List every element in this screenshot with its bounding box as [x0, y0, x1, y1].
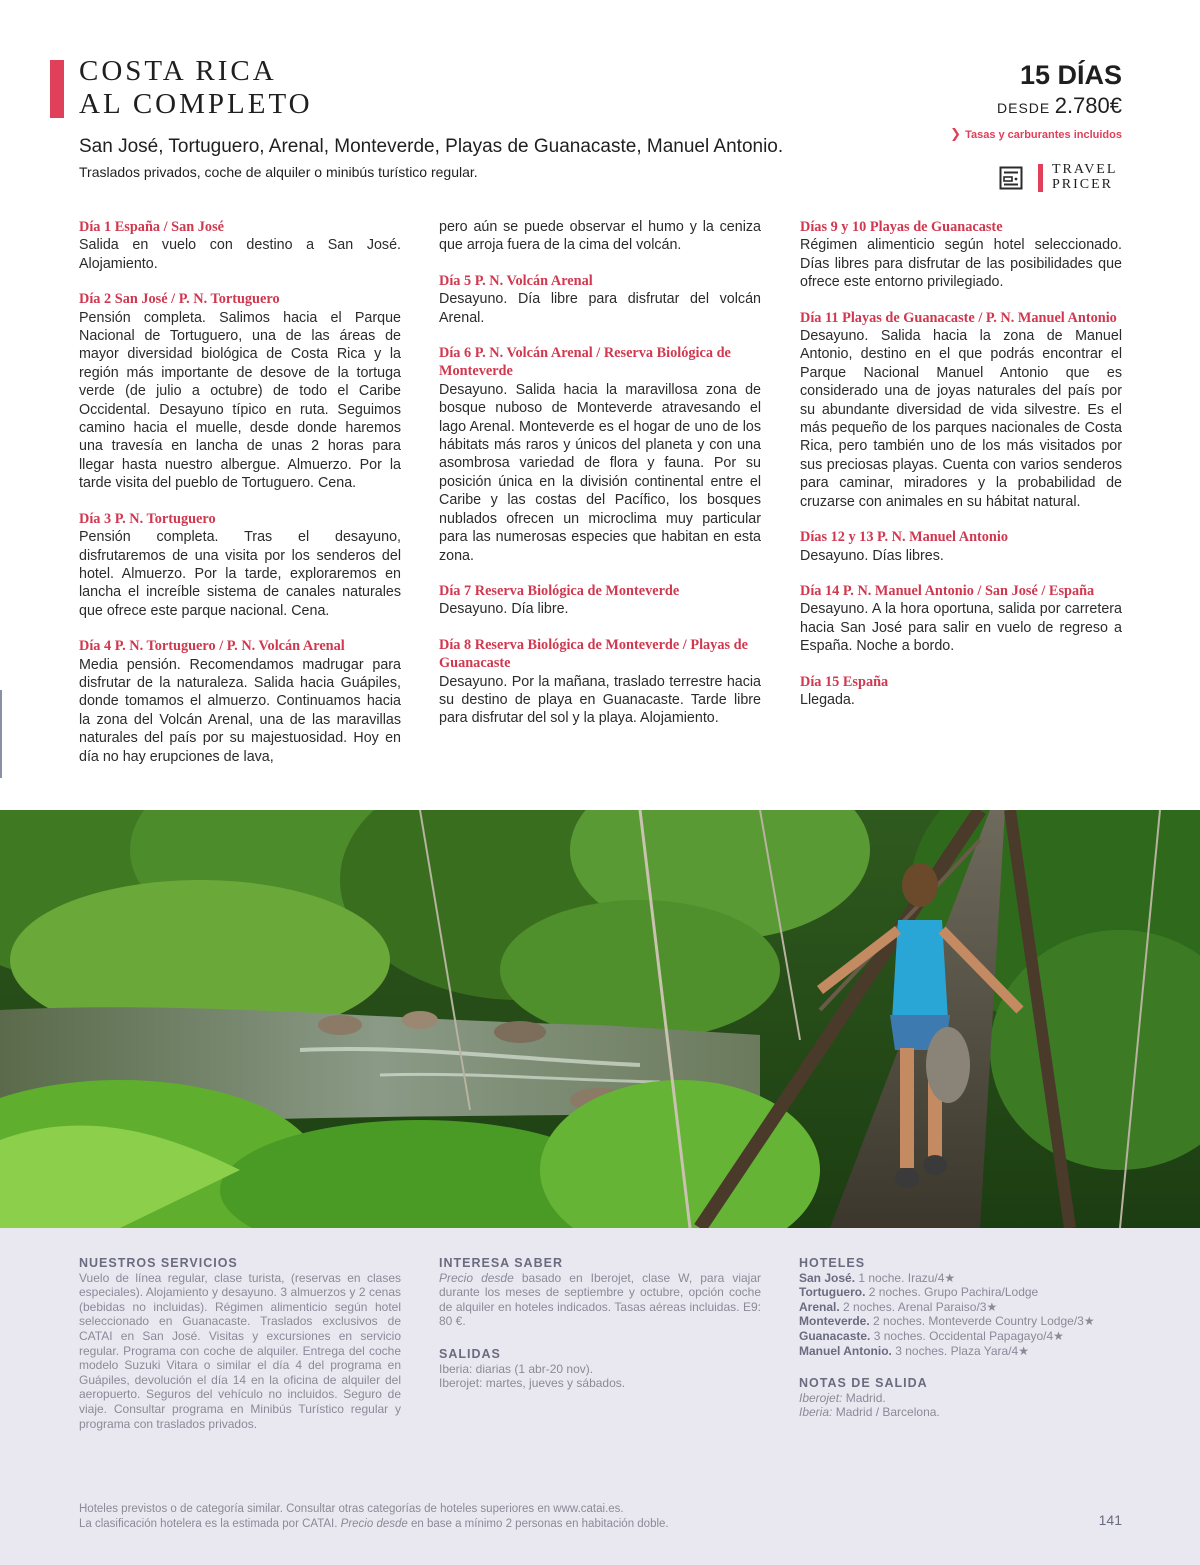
interesa-body: basado en Iberojet, clase W, para viajar durante los meses de septiembre y octubre, opción coche de alquiler en hoteles indicados. Tasas aéreas incluidas. E9: 80 €.	[439, 1270, 761, 1329]
page-title	[79, 55, 313, 121]
day-text: Media pensión. Recomendamos madrugar para disfrutar de la naturaleza. Salida hacia Guápiles, donde tomamos el almuerzo. Continuamos hacia la zona del Volcán Arenal, una de las maravillas naturales del país por su majestuosidad. Hoy en día no hay erupciones de lava,	[79, 656, 401, 765]
day-text: Salida en vuelo con destino a San José. Alojamiento.	[79, 237, 401, 272]
notas-em: Iberojet:	[799, 1390, 843, 1405]
day-title: Día 1 España / San José	[79, 219, 224, 235]
taxes-note-text: Tasas y carburantes incluidos	[965, 129, 1122, 141]
footer-line-2	[79, 1517, 669, 1532]
hotel-row	[799, 1329, 1129, 1344]
itinerary-day	[800, 582, 1122, 656]
day-title: Día 8 Reserva Biológica de Monteverde / Playas de Guanacaste	[439, 636, 748, 672]
price-value: 2.780€	[1054, 93, 1122, 118]
hotel-detail: 2 noches. Monteverde Country Lodge/3★	[869, 1314, 1095, 1329]
trip-duration: 15 DÍAS	[1019, 60, 1122, 90]
interesa-block	[439, 1256, 761, 1391]
day-title: Días 12 y 13 P. N. Manuel Antonio	[800, 529, 1008, 546]
calculator-icon	[999, 166, 1023, 190]
interesa-heading: INTERESA SABER	[439, 1256, 563, 1270]
hotel-place: Manuel Antonio.	[799, 1343, 892, 1358]
itinerary-day	[800, 673, 1122, 710]
hotel-place: Tortuguero.	[799, 1285, 866, 1300]
hotel-detail: 3 noches. Occidental Papagayo/4★	[870, 1328, 1064, 1343]
itinerary-day	[800, 309, 1122, 511]
hotels-heading: HOTELES	[799, 1256, 866, 1270]
day-text: Desayuno. Salida hacia la zona de Manuel Antonio, destino en el que podrás encontrar el Parque Nacional Manuel Antonio que es considerado una de joyas naturales del país por su abundante diversidad de vida silvestre. Es el más pequeño de los parques nacionales de Costa Rica, pero también uno de los más visitados por sus preciosas playas. Cuenta con varios senderos para caminar, miradores y la probabilidad de cruzarse con animales en su hábitat natural.	[800, 328, 1122, 510]
itinerary-day	[439, 272, 761, 327]
title-accent-bar	[50, 60, 64, 118]
title-line-1: COSTA RICA	[79, 55, 277, 87]
footer-notes	[79, 1502, 669, 1532]
hotel-detail: 3 noches. Plaza Yara/4★	[891, 1343, 1029, 1358]
itinerary-day	[79, 510, 401, 620]
hotel-detail: 2 noches. Arenal Paraiso/3★	[839, 1299, 998, 1314]
day-title: Días 9 y 10 Playas de Guanacaste	[800, 219, 1003, 235]
footer-line-2a: La clasificación hotelera es la estimada por CATAI.	[79, 1518, 341, 1530]
notas-em: Iberia:	[799, 1405, 833, 1420]
chevron-right-icon: ❯	[950, 126, 962, 141]
day-title: Día 3 P. N. Tortuguero	[79, 510, 216, 527]
hotels-block	[799, 1256, 1129, 1420]
itinerary-day	[800, 218, 1122, 292]
taxes-note[interactable]	[950, 126, 1122, 142]
transport-note: Traslados privados, coche de alquiler o minibús turístico regular.	[79, 164, 478, 180]
day-text: Desayuno. Día libre.	[439, 601, 569, 618]
services-text: Vuelo de línea regular, clase turista, (reservas en clases especiales). Alojamiento y desayuno. 3 almuerzos y 2 cenas (bebidas no incluidas). Régimen alimenticio según hotel seleccionado en Guanacaste. Traslados exclusivos de CATAI en San José. Visitas y excursiones en servicio regular. Programa con coche de alquiler. Entrega del coche modelo Suzuki Vitara o similar el día 4 del programa en Guápiles, devolución el día 14 en la oficina de alquiler del aeropuerto. Seguros del vehículo no incluidos. Seguro de viaje. Consultar programa en Minibús Turístico regular y programa con traslados privados.	[79, 1270, 401, 1431]
day-title: Día 15 España	[800, 673, 889, 690]
hotel-row	[799, 1344, 1129, 1359]
day-text: Desayuno. A la hora oportuna, salida por carretera hacia San José para salir en vuelo de regreso a España. Noche a bordo.	[800, 601, 1122, 655]
itinerary-column-2	[439, 218, 761, 745]
itinerary-column-1	[79, 218, 401, 783]
services-block	[79, 1256, 401, 1431]
price-label: DESDE	[997, 100, 1051, 116]
hotel-place: Guanacaste.	[799, 1328, 871, 1343]
itinerary-day	[79, 290, 401, 492]
hotel-row	[799, 1271, 1129, 1286]
itinerary-day	[439, 636, 761, 728]
page-edge-rule	[0, 690, 2, 778]
day-text: Llegada.	[800, 691, 855, 708]
itinerary-day	[79, 637, 401, 766]
day-text: pero aún se puede observar el humo y la ceniza que arroja fuera de la cima del volcán.	[439, 219, 761, 254]
interesa-text	[439, 1271, 761, 1329]
itinerary-day	[79, 218, 401, 273]
day-title: Día 2 San José / P. N. Tortuguero	[79, 291, 280, 308]
day-text: Pensión completa. Tras el desayuno, disfrutaremos de una visita por los senderos del hotel. Almuerzo. Por la tarde, exploraremos en lancha el increíble sistema de canales naturales que ofrece este parque nacional. Cena.	[79, 529, 401, 619]
title-line-2: AL COMPLETO	[79, 88, 313, 120]
day-title: Día 4 P. N. Tortuguero / P. N. Volcán Arenal	[79, 638, 345, 655]
footer-line-2b: en base a mínimo 2 personas en habitación doble.	[407, 1518, 669, 1530]
travel-pricer-line-1: TRAVEL	[1052, 162, 1118, 177]
salidas-line: Iberojet: martes, jueves y sábados.	[439, 1376, 626, 1391]
salidas-line: Iberia: diarias (1 abr-20 nov).	[439, 1361, 594, 1376]
notas-line	[799, 1391, 1129, 1406]
travel-pricer-logo[interactable]	[1052, 162, 1117, 192]
hotel-row	[799, 1300, 1129, 1315]
day-text: Pensión completa. Salimos hacia el Parque Nacional de Tortuguero, una de las áreas de mayor diversidad biológica de Costa Rica y la región más importante de desove de la tortuga verde (de julio a octubre) de todo el Caribe Occidental. Desayuno típico en ruta. Seguimos camino hacia el muelle, desde donde haremos una travesía en lancha de unas 2 horas para llegar hasta nuestro albergue. Almuerzo. Por la tarde visita del pueblo de Tortuguero. Cena.	[79, 309, 401, 492]
hotel-detail: 1 noche. Irazu/4★	[855, 1270, 956, 1285]
travel-pricer-accent-bar	[1038, 164, 1043, 192]
itinerary-column-3	[800, 218, 1122, 726]
footer-line-2-em: Precio desde	[340, 1518, 408, 1530]
day-title: Día 7 Reserva Biológica de Monteverde	[439, 582, 680, 599]
price	[997, 93, 1122, 119]
hotel-row	[799, 1314, 1129, 1329]
notas-text: Madrid.	[842, 1390, 886, 1405]
day-text: Desayuno. Días libres.	[800, 547, 944, 564]
travel-pricer-line-2: PRICER	[1052, 177, 1114, 192]
itinerary-day	[800, 528, 1122, 565]
day-text: Desayuno. Por la mañana, traslado terrestre hacia su destino de playa en Guanacaste. Tarde libre para disfrutar del sol y la playa. Alojamiento.	[439, 673, 761, 727]
salidas-heading: SALIDAS	[439, 1346, 501, 1361]
hotel-row	[799, 1285, 1129, 1300]
day-text: Régimen alimenticio según hotel seleccionado. Días libres para disfrutar de las posibilidades que ofrece este entorno privilegiado.	[800, 237, 1122, 291]
interesa-em: Precio desde	[439, 1270, 514, 1285]
hotel-place: San José.	[799, 1270, 856, 1285]
day-text: Desayuno. Día libre para disfrutar del volcán Arenal.	[439, 291, 761, 326]
services-heading: NUESTROS SERVICIOS	[79, 1256, 238, 1270]
itinerary-day	[439, 582, 761, 619]
jungle-bridge-photo	[0, 810, 1200, 1228]
day-title: Día 5 P. N. Volcán Arenal	[439, 272, 593, 289]
notas-text: Madrid / Barcelona.	[832, 1405, 940, 1420]
notas-heading: NOTAS DE SALIDA	[799, 1376, 928, 1391]
hotel-place: Monteverde.	[799, 1314, 870, 1329]
itinerary-day	[439, 344, 761, 565]
hotel-detail: 2 noches. Grupo Pachira/Lodge	[865, 1285, 1039, 1300]
route-subtitle: San José, Tortuguero, Arenal, Monteverde, Playas de Guanacaste, Manuel Antonio.	[79, 136, 784, 157]
footer-line-1: Hoteles previstos o de categoría similar. Consultar otras categorías de hoteles superiores en www.catai.es.	[79, 1503, 624, 1515]
notas-line	[799, 1405, 1129, 1420]
day-title: Día 14 P. N. Manuel Antonio / San José / España	[800, 582, 1095, 599]
hotel-place: Arenal.	[799, 1299, 840, 1314]
day-title: Día 11 Playas de Guanacaste / P. N. Manuel Antonio	[800, 309, 1117, 326]
itinerary-continuation	[439, 218, 761, 255]
page-number: 141	[1098, 1512, 1122, 1528]
day-title: Día 6 P. N. Volcán Arenal / Reserva Biológica de Monteverde	[439, 345, 731, 380]
day-text: Desayuno. Salida hacia la maravillosa zona de bosque nuboso de Monteverde atravesando el lago Arenal. Monteverde es el hogar de uno de los hábitats más raros y únicos del planeta y con una asombrosa variedad de flora y fauna. Por su posición única en la división continental entre el Caribe y las costas del Pacífico, los bosques nublados ofrecen un microclima muy particular para las numerosas especies que habitan en esta zona.	[439, 381, 761, 564]
